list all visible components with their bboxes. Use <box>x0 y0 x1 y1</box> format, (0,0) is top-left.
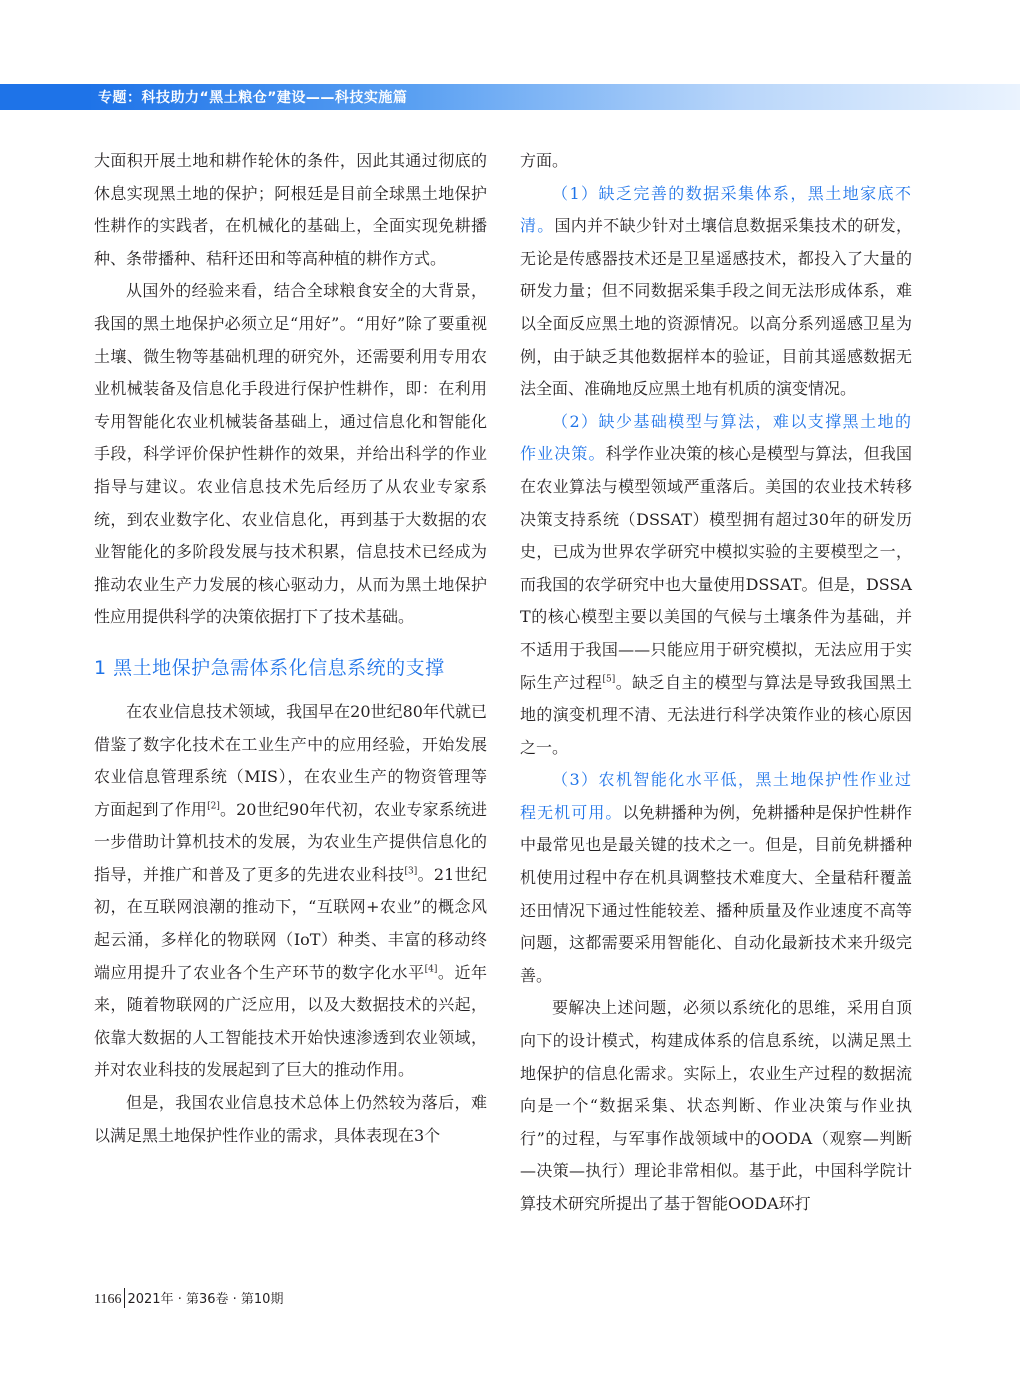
issue-info: 2021年 · 第36卷 · 第10期 <box>127 1292 284 1307</box>
paragraph: 但是，我国农业信息技术总体上仍然较为落后，难以满足黑土地保护性作业的需求，具体表现在3个 <box>94 1093 487 1145</box>
page-number: 1166 <box>94 1292 122 1307</box>
paragraph: 从国外的经验来看，结合全球粮食安全的大背景，我国的黑土地保护必须立足“用好”。“用好”除了要重视土壤、微生物等基础机理的研究外，还需要利用专用农业机械装备及信息化手段进行保护性耕作，即：在利用专用智能化农业机械装备基础上，通过信息化和智能化手段，科学评价保护性耕作的效果，并给出科学的作业指导与建议。农业信息技术先后经历了从农业专家系统，到农业数字化、农业信息化，再到基于大数据的农业智能化的多阶段发展与技术积累，信息技术已经成为推动农业生产力发展的核心驱动力，从而为黑土地保护性应用提供科学的决策依据打下了技术基础。 <box>94 281 487 627</box>
paragraph: （2）缺少基础模型与算法，难以支撑黑土地的作业决策。科学作业决策的核心是模型与算法，但我国在农业算法与模型领域严重落后。美国的农业技术转移决策支持系统（DSSAT）模型拥有超过30年的研发历史，已成为世界农学研究中模拟实验的主要模型之一，而我国的农学研究中也大量使用DSSAT。但是，DSSAT的核心模型主要以美国的气候与土壤条件为基础，并不适用于我国——只能应用于研究模拟，无法应用于实际生产过程[5]。缺乏自主的模型与算法是导致我国黑土地的演变机理不清、无法进行科学决策作业的核心原因之一。 <box>520 411 912 757</box>
paragraph: 方面。 <box>520 151 569 170</box>
page-footer <box>94 1288 283 1308</box>
sub-heading: （2）缺少基础模型与算法，难以支撑黑土地的作业决策。 <box>520 411 912 464</box>
paragraph: 要解决上述问题，必须以系统化的思维，采用自顶向下的设计模式，构建成体系的信息系统，以满足黑土地保护的信息化需求。实际上，农业生产过程的数据流向是一个“数据采集、状态判断、作业决策与作业执行”的过程，与军事作战领域中的OODA（观察—判断—决策—执行）理论非常相似。基于此，中国科学院计算技术研究所提出了基于智能OODA环打 <box>520 998 912 1213</box>
right-column <box>520 145 912 1221</box>
citation-ref: [3] <box>404 866 418 877</box>
header-band-solid <box>0 84 88 110</box>
footer-divider <box>124 1288 125 1308</box>
section-heading: 1 黑土地保护急需体系化信息系统的支撑 <box>94 656 445 679</box>
paragraph: 在农业信息技术领域，我国早在20世纪80年代就已借鉴了数字化技术在工业生产中的应用经验，开始发展农业信息管理系统（MIS），在农业生产的物资管理等方面起到了作用[2]。20世纪90年代初，农业专家系统进一步借助计算机技术的发展，为农业生产提供信息化的指导，并推广和普及了更多的先进农业科技[3]。21世纪初，在互联网浪潮的推动下，“互联网+农业”的概念风起云涌，多样化的物联网（IoT）种类、丰富的移动终端应用提升了农业各个生产环节的数字化水平[4]。近年来，随着物联网的广泛应用，以及大数据技术的兴起，依靠大数据的人工智能技术开始快速渗透到农业领域，并对农业科技的发展起到了巨大的推动作用。 <box>94 701 487 1080</box>
sub-heading: （3）农机智能化水平低，黑土地保护性作业过程无机可用。 <box>520 770 912 822</box>
sub-heading: （1）缺乏完善的数据采集体系，黑土地家底不清。 <box>520 183 912 236</box>
left-column <box>94 145 487 1152</box>
citation-ref: [4] <box>424 964 438 975</box>
citation-ref: [2] <box>207 801 220 812</box>
running-title: 专题：科技助力“黑土粮仓”建设——科技实施篇 <box>98 90 408 106</box>
running-header-band <box>0 84 1020 110</box>
paragraph: 大面积开展土地和耕作轮休的条件，因此其通过彻底的休息实现黑土地的保护；阿根廷是目前全球黑土地保护性耕作的实践者，在机械化的基础上，全面实现免耕播种、条带播种、秸秆还田和等高种植的耕作方式。 <box>94 151 487 268</box>
paragraph: （1）缺乏完善的数据采集体系，黑土地家底不清。国内并不缺少针对土壤信息数据采集技术的研发，无论是传感器技术还是卫星遥感技术，都投入了大量的研发力量；但不同数据采集手段之间无法形成体系，难以全面反应黑土地的资源情况。以高分系列遥感卫星为例，由于缺乏其他数据样本的验证，目前其遥感数据无法全面、准确地反应黑土地有机质的演变情况。 <box>520 183 912 399</box>
citation-ref: [5] <box>602 674 616 685</box>
paragraph: （3）农机智能化水平低，黑土地保护性作业过程无机可用。以免耕播种为例，免耕播种是保护性耕作中最常见也是最关键的技术之一。但是，目前免耕播种机使用过程中存在机具调整技术难度大、全量秸秆覆盖还田情况下通过性能较差、播种质量及作业速度不高等问题，这都需要采用智能化、自动化最新技术来升级完善。 <box>520 770 912 985</box>
